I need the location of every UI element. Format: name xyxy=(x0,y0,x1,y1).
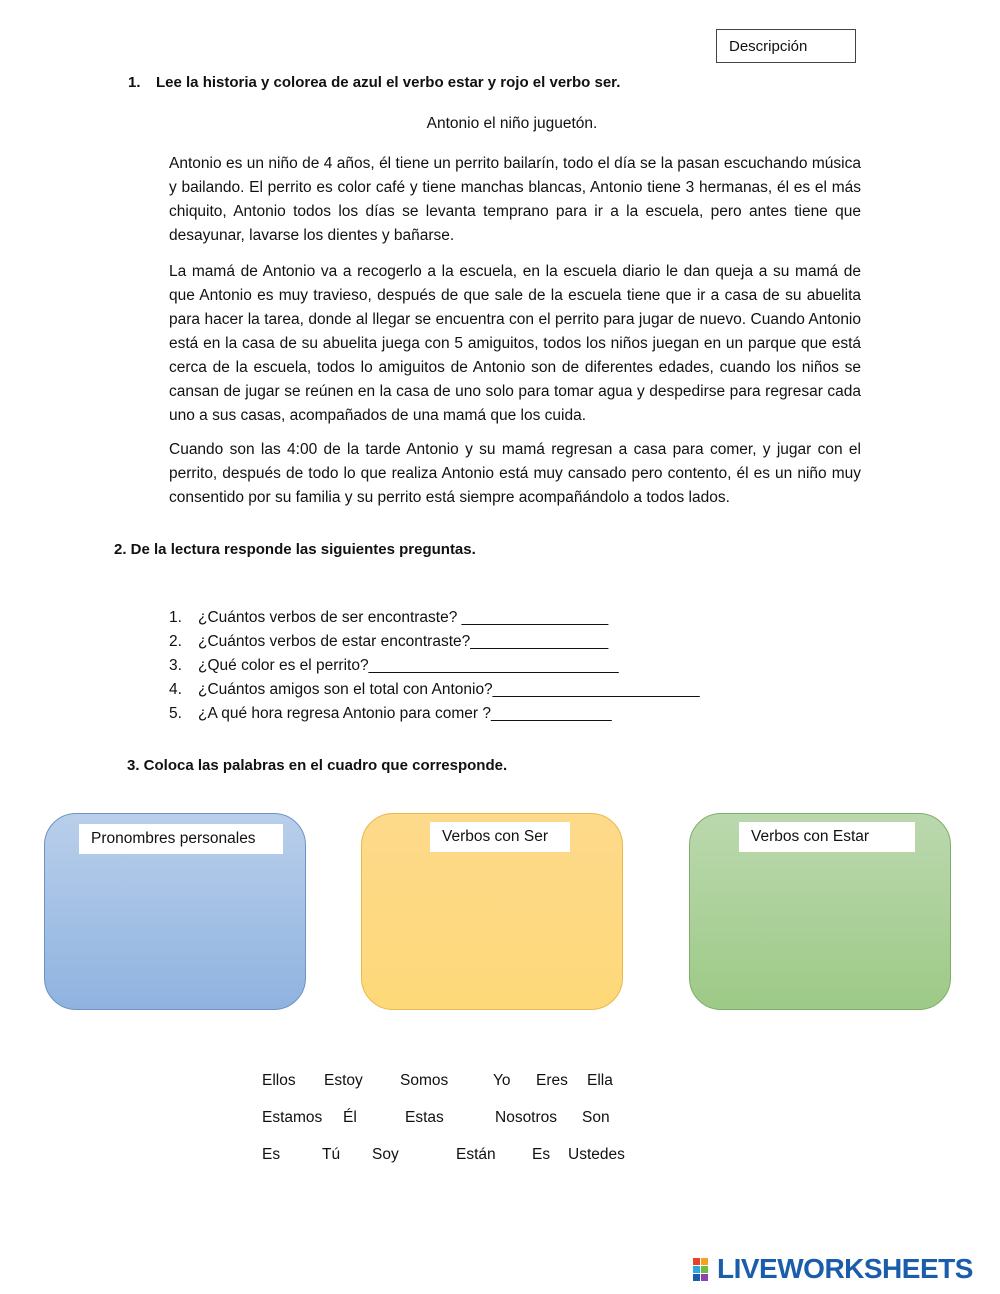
description-tag: Descripción xyxy=(716,29,856,63)
word-chip[interactable]: Somos xyxy=(400,1072,449,1089)
question-list xyxy=(169,606,700,726)
question-number: 3. xyxy=(169,657,182,674)
drop-box-verbos-estar[interactable] xyxy=(689,813,951,1010)
question-number: 4. xyxy=(169,681,182,698)
section2-heading: 2. De la lectura responde las siguientes preguntas. xyxy=(114,541,476,558)
section3-heading: 3. Coloca las palabras en el cuadro que corresponde. xyxy=(127,757,508,774)
word-chip[interactable]: Es xyxy=(262,1146,281,1163)
question-number: 5. xyxy=(169,705,182,722)
drop-box-label: Pronombres personales xyxy=(79,824,283,854)
question-item[interactable] xyxy=(169,678,700,702)
drop-box-label: Verbos con Ser xyxy=(430,822,570,852)
word-chip[interactable]: Están xyxy=(456,1146,496,1163)
word-chip[interactable]: Estas xyxy=(405,1109,444,1126)
word-chip[interactable]: Eres xyxy=(536,1072,568,1089)
question-text: ¿A qué hora regresa Antonio para comer ?______________ xyxy=(198,705,612,722)
question-text: ¿Cuántos amigos son el total con Antonio?________________________ xyxy=(198,681,700,698)
word-chip[interactable]: Yo xyxy=(493,1072,511,1089)
drop-box-pronombres[interactable] xyxy=(44,813,306,1010)
question-text: ¿Cuántos verbos de ser encontraste? _________________ xyxy=(198,609,609,626)
question-item[interactable] xyxy=(169,654,700,678)
word-chip[interactable]: Estamos xyxy=(262,1109,323,1126)
word-chip[interactable]: Ellos xyxy=(262,1072,296,1089)
question-number: 2. xyxy=(169,633,182,650)
story-title: Antonio el niño juguetón. xyxy=(426,115,598,132)
word-chip[interactable]: Ustedes xyxy=(568,1146,625,1163)
question-text: ¿Qué color es el perrito?_____________________________ xyxy=(198,657,619,674)
word-chip[interactable]: Es xyxy=(532,1146,551,1163)
story-paragraph: Antonio es un niño de 4 años, él tiene un perrito bailarín, todo el día se la pasan escuchando música y bailando. El perrito es color café y tiene manchas blancas, Antonio tiene 3 hermanas, él es el más chiquito, Antonio todos los días se levanta temprano para ir a la escuela, pero antes tiene que desayunar, lavarse los dientes y bañarse. xyxy=(169,155,861,244)
word-chip[interactable]: Nosotros xyxy=(495,1109,558,1126)
story-paragraph: La mamá de Antonio va a recogerlo a la escuela, en la escuela diario le dan queja a su mamá de que Antonio es muy travieso, después de que sale de la escuela tiene que ir a casa de su abuelita para hacer la tarea, donde al llegar se encuentra con el perrito para jugar de nuevo. Cuando Antonio está en la casa de su abuelita juega con 5 amiguitos, todos los niños juegan en un parque que está cerca de la escuela, todos lo amiguitos de Antonio son de diferentes edades, cuando los niños se cansan de jugar se reúnen en la casa de uno solo para tomar agua y despedirse para regresar cada uno a sus casas, acompañados de una mamá que los cuida. xyxy=(169,263,861,424)
drop-box-verbos-ser[interactable] xyxy=(361,813,623,1010)
question-item[interactable] xyxy=(169,606,700,630)
word-chip[interactable]: Son xyxy=(582,1109,610,1126)
word-chip[interactable]: Él xyxy=(343,1109,357,1126)
drop-box-label: Verbos con Estar xyxy=(739,822,915,852)
question-number: 1. xyxy=(169,609,182,626)
word-chip[interactable]: Estoy xyxy=(324,1072,363,1089)
question-item[interactable] xyxy=(169,630,700,654)
section1-instruction xyxy=(128,74,620,91)
word-chip[interactable]: Soy xyxy=(372,1146,399,1163)
word-chip[interactable]: Ella xyxy=(587,1072,613,1089)
question-text: ¿Cuántos verbos de estar encontraste?________________ xyxy=(198,633,609,650)
story-paragraph: Cuando son las 4:00 de la tarde Antonio y su mamá regresan a casa para comer, y jugar con el perrito, después de todo lo que realiza Antonio está muy cansado pero contento, él es un niño muy consentido por su familia y su perrito está siempre acompañándolo a todos lados. xyxy=(169,441,861,506)
word-chip[interactable]: Tú xyxy=(322,1146,341,1163)
section1-instruction-text: Lee la historia y colorea de azul el verbo estar y rojo el verbo ser. xyxy=(156,74,621,91)
logo-text: LIVEWORKSHEETS xyxy=(717,1253,973,1284)
question-item[interactable] xyxy=(169,702,700,726)
section1-number: 1. xyxy=(128,74,141,91)
logo-squares-icon xyxy=(693,1258,717,1282)
